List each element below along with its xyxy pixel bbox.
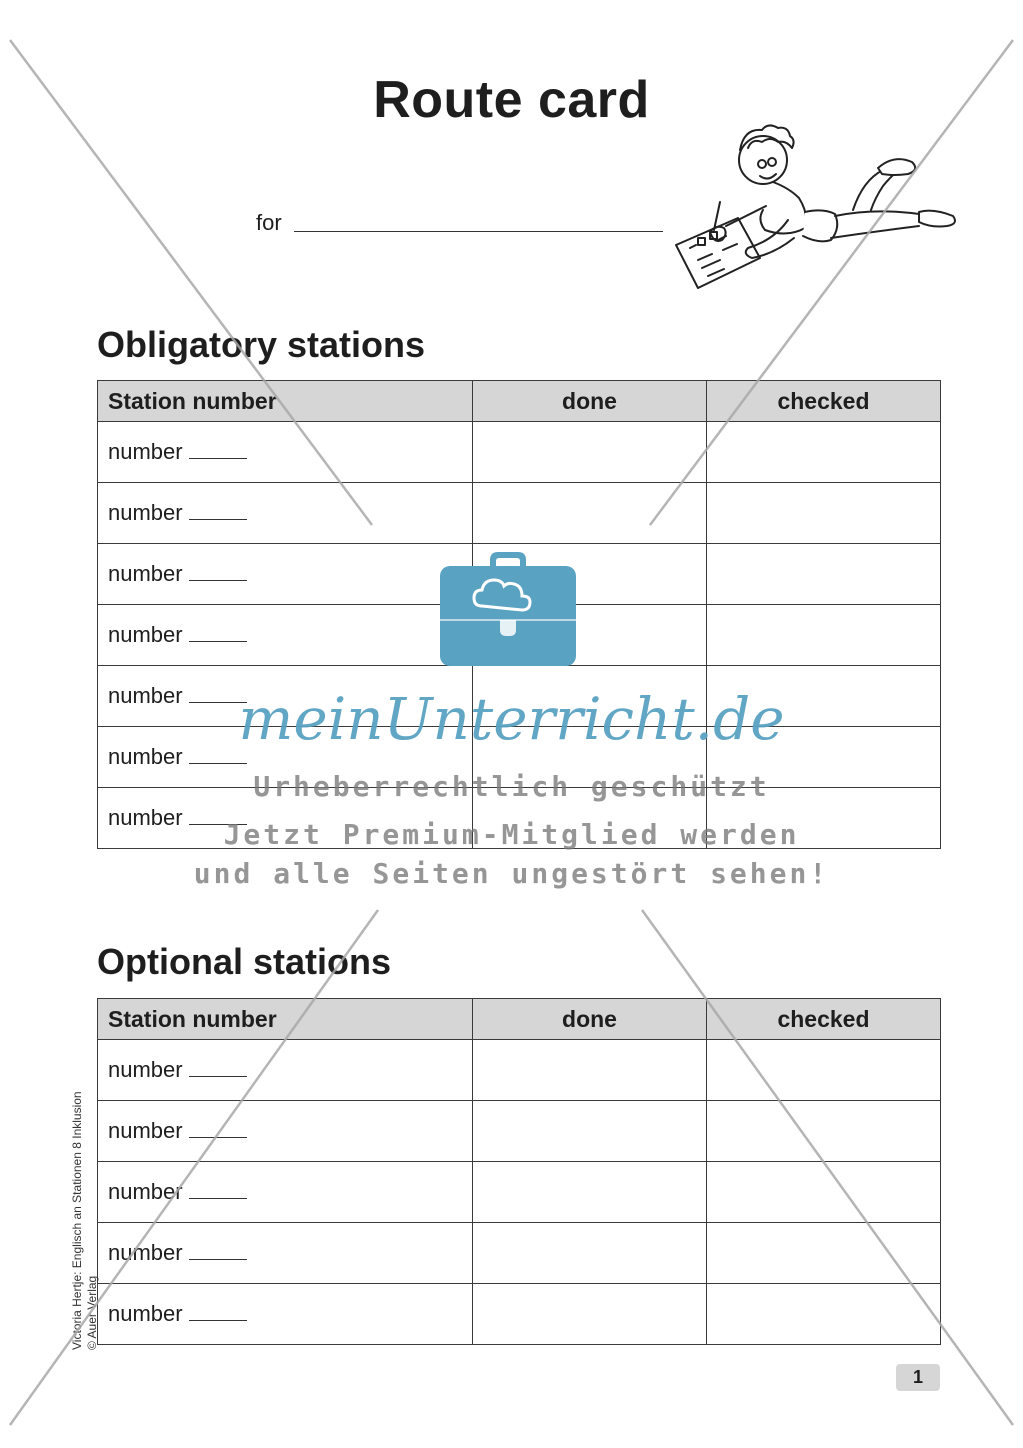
station-number-cell[interactable] (98, 1284, 473, 1345)
optional-stations-heading: Optional stations (97, 941, 392, 982)
station-number-cell[interactable] (98, 483, 473, 544)
column-header-done: done (473, 381, 707, 422)
table-row (98, 422, 941, 483)
station-label: number (108, 744, 183, 769)
credit-publisher-line: © Auer Verlag (85, 1275, 99, 1350)
watermark-brand: meinUnterricht.de (238, 685, 785, 753)
for-label: for (256, 210, 282, 235)
checked-cell[interactable] (707, 1162, 941, 1223)
publisher-credit (70, 1091, 100, 1350)
done-cell[interactable] (473, 1040, 707, 1101)
checked-cell[interactable] (707, 1223, 941, 1284)
column-header-station-number: Station number (98, 381, 473, 422)
done-cell[interactable] (473, 1223, 707, 1284)
checked-cell[interactable] (707, 1284, 941, 1345)
watermark-premium-text: Jetzt Premium-Mitglied werden (223, 818, 800, 851)
column-header-done: done (473, 999, 707, 1040)
table-row (98, 483, 941, 544)
done-cell[interactable] (473, 1284, 707, 1345)
column-header-checked: checked (707, 381, 941, 422)
station-number-cell[interactable] (98, 422, 473, 483)
student-writing-illustration (668, 120, 963, 300)
page-number-badge: 1 (896, 1364, 940, 1391)
station-label: number (108, 1301, 183, 1326)
station-label: number (108, 622, 183, 647)
checked-cell[interactable] (707, 422, 941, 483)
station-number-cell[interactable] (98, 1101, 473, 1162)
station-number-cell[interactable] (98, 605, 473, 666)
done-cell[interactable] (473, 1162, 707, 1223)
station-label: number (108, 561, 183, 586)
station-label: number (108, 1179, 183, 1204)
station-label: number (108, 1240, 183, 1265)
checked-cell[interactable] (707, 605, 941, 666)
watermark-view-text: und alle Seiten ungestört sehen! (193, 857, 830, 890)
station-label: number (108, 683, 183, 708)
station-number-blank (189, 1245, 247, 1260)
station-number-blank (189, 1184, 247, 1199)
table-row (98, 1223, 941, 1284)
optional-stations-table (97, 998, 941, 1345)
checked-cell[interactable] (707, 1040, 941, 1101)
station-label: number (108, 439, 183, 464)
checked-cell[interactable] (707, 483, 941, 544)
station-number-blank (189, 444, 247, 459)
station-label: number (108, 1057, 183, 1082)
station-number-blank (189, 1123, 247, 1138)
page-title: Route card (373, 71, 650, 129)
name-blank-line (294, 231, 663, 232)
table-row (98, 1162, 941, 1223)
table-header-row (98, 999, 941, 1040)
station-label: number (108, 1118, 183, 1143)
obligatory-stations-heading: Obligatory stations (97, 324, 426, 365)
station-number-cell[interactable] (98, 1040, 473, 1101)
done-cell[interactable] (473, 483, 707, 544)
column-header-checked: checked (707, 999, 941, 1040)
station-number-cell[interactable] (98, 544, 473, 605)
credit-author-line: Victoria Hertje: Englisch an Stationen 8 Inklusion (70, 1091, 84, 1350)
station-number-blank (189, 627, 247, 642)
done-cell[interactable] (473, 422, 707, 483)
station-number-cell[interactable] (98, 1162, 473, 1223)
briefcase-cloud-icon (438, 550, 578, 668)
station-number-blank (189, 1062, 247, 1077)
station-number-cell[interactable] (98, 1223, 473, 1284)
table-header-row (98, 381, 941, 422)
checked-cell[interactable] (707, 544, 941, 605)
done-cell[interactable] (473, 1101, 707, 1162)
station-number-blank (189, 1306, 247, 1321)
column-header-station-number: Station number (98, 999, 473, 1040)
table-row (98, 1040, 941, 1101)
station-number-blank (189, 505, 247, 520)
station-number-blank (189, 566, 247, 581)
table-row (98, 1284, 941, 1345)
station-label: number (108, 805, 183, 830)
station-label: number (108, 500, 183, 525)
watermark-copyright-text: Urheberrechtlich geschützt (253, 770, 770, 803)
table-row (98, 1101, 941, 1162)
checked-cell[interactable] (707, 1101, 941, 1162)
